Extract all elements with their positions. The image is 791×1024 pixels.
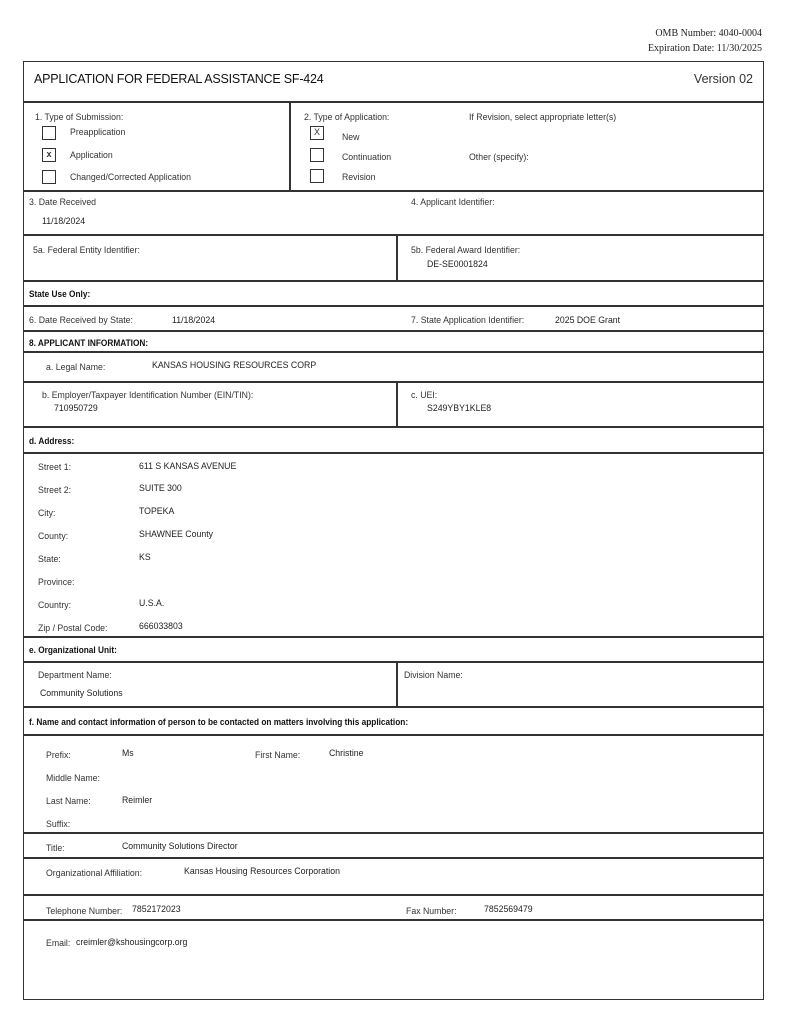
continuation-label: Continuation — [342, 152, 392, 163]
divider — [24, 280, 763, 282]
last-name-label: Last Name: — [46, 796, 91, 807]
last-name-value[interactable]: Reimler — [122, 795, 153, 806]
suffix-label: Suffix: — [46, 819, 71, 830]
divider — [24, 832, 763, 834]
state-value[interactable]: KS — [139, 552, 151, 563]
divider — [24, 706, 763, 708]
omb-info — [648, 26, 762, 56]
divider — [289, 102, 291, 191]
applicant-identifier-label: 4. Applicant Identifier: — [411, 197, 495, 208]
fax-value[interactable]: 7852569479 — [484, 904, 533, 915]
uei-label: c. UEI: — [411, 390, 438, 401]
county-value[interactable]: SHAWNEE County — [139, 529, 213, 540]
title-label: Title: — [46, 843, 65, 854]
sf424-form — [23, 61, 764, 1000]
email-label: Email: — [46, 938, 71, 949]
title-value[interactable]: Community Solutions Director — [122, 841, 238, 852]
email-value[interactable]: creimler@kshousingcorp.org — [76, 937, 188, 948]
divider — [24, 305, 763, 307]
city-label: City: — [38, 508, 56, 519]
date-received-value[interactable]: 11/18/2024 — [42, 216, 86, 227]
federal-award-identifier-label: 5b. Federal Award Identifier: — [411, 245, 521, 256]
country-label: Country: — [38, 600, 72, 611]
zip-label: Zip / Postal Code: — [38, 623, 108, 634]
fax-label: Fax Number: — [406, 906, 457, 917]
organizational-affiliation-label: Organizational Affiliation: — [46, 868, 143, 879]
divider — [24, 636, 763, 638]
applicant-information-heading: 8. APPLICANT INFORMATION: — [29, 338, 149, 348]
divider — [24, 452, 763, 454]
address-heading: d. Address: — [29, 436, 75, 446]
uei-value[interactable]: S249YBY1KLE8 — [427, 403, 492, 414]
division-name-label: Division Name: — [404, 670, 463, 681]
date-received-by-state-value[interactable]: 11/18/2024 — [172, 315, 216, 326]
organizational-unit-heading: e. Organizational Unit: — [29, 645, 117, 655]
state-label: State: — [38, 554, 61, 565]
divider — [24, 426, 763, 428]
form-version: Version 02 — [693, 72, 753, 86]
checkbox-preapplication[interactable] — [42, 126, 56, 140]
divider — [396, 382, 398, 427]
checkbox-revision[interactable] — [310, 169, 324, 183]
contact-heading: f. Name and contact information of person to be contacted on matters involving this application: — [29, 717, 409, 727]
county-label: County: — [38, 531, 69, 542]
divider — [396, 235, 398, 281]
city-value[interactable]: TOPEKA — [139, 506, 175, 517]
street2-value[interactable]: SUITE 300 — [139, 483, 182, 494]
state-application-identifier-value[interactable]: 2025 DOE Grant — [555, 315, 621, 326]
divider — [24, 234, 763, 236]
middle-name-label: Middle Name: — [46, 773, 100, 784]
divider — [24, 190, 763, 192]
department-name-value[interactable]: Community Solutions — [40, 688, 123, 699]
state-use-only-heading: State Use Only: — [29, 289, 91, 299]
checkbox-continuation[interactable] — [310, 148, 324, 162]
checkbox-application[interactable]: x — [42, 148, 56, 162]
department-name-label: Department Name: — [38, 670, 112, 681]
telephone-value[interactable]: 7852172023 — [132, 904, 181, 915]
street2-label: Street 2: — [38, 485, 72, 496]
revision-label: Revision — [342, 172, 376, 183]
submission-type-label: 1. Type of Submission: — [35, 112, 124, 123]
divider — [24, 101, 763, 103]
divider — [24, 330, 763, 332]
expiration-date: Expiration Date: 11/30/2025 — [647, 43, 762, 54]
divider — [24, 734, 763, 736]
other-specify-label: Other (specify): — [469, 152, 529, 163]
checkbox-changed-corrected[interactable] — [42, 170, 56, 184]
telephone-label: Telephone Number: — [46, 906, 123, 917]
federal-entity-identifier-label: 5a. Federal Entity Identifier: — [33, 245, 140, 256]
prefix-label: Prefix: — [46, 750, 71, 761]
divider — [24, 894, 763, 896]
date-received-by-state-label: 6. Date Received by State: — [29, 315, 133, 326]
federal-award-identifier-value[interactable]: DE-SE0001824 — [427, 259, 488, 270]
ein-label: b. Employer/Taxpayer Identification Number (EIN/TIN): — [42, 390, 254, 401]
divider — [24, 919, 763, 921]
first-name-label: First Name: — [255, 750, 301, 761]
application-label: Application — [70, 150, 113, 161]
legal-name-value[interactable]: KANSAS HOUSING RESOURCES CORP — [152, 360, 317, 371]
street1-label: Street 1: — [38, 462, 72, 473]
street1-value[interactable]: 611 S KANSAS AVENUE — [139, 461, 237, 472]
application-type-label: 2. Type of Application: — [304, 112, 390, 123]
legal-name-label: a. Legal Name: — [46, 362, 106, 373]
preapplication-label: Preapplication — [70, 127, 126, 138]
form-title: APPLICATION FOR FEDERAL ASSISTANCE SF-424 — [34, 72, 324, 86]
omb-number: OMB Number: 4040-0004 — [655, 28, 762, 39]
zip-value[interactable]: 666033803 — [139, 621, 183, 632]
ein-value[interactable]: 710950729 — [54, 403, 98, 414]
changed-corrected-label: Changed/Corrected Application — [70, 172, 191, 183]
state-application-identifier-label: 7. State Application Identifier: — [411, 315, 525, 326]
revision-letter-label: If Revision, select appropriate letter(s) — [469, 112, 617, 123]
prefix-value[interactable]: Ms — [122, 748, 134, 759]
country-value[interactable]: U.S.A. — [139, 598, 165, 609]
divider — [24, 381, 763, 383]
divider — [24, 351, 763, 353]
divider — [24, 661, 763, 663]
first-name-value[interactable]: Christine — [329, 748, 364, 759]
divider — [24, 857, 763, 859]
checkbox-new[interactable]: X — [310, 126, 324, 140]
organizational-affiliation-value[interactable]: Kansas Housing Resources Corporation — [184, 866, 340, 877]
province-label: Province: — [38, 577, 75, 588]
new-label: New — [342, 132, 360, 143]
date-received-label: 3. Date Received — [29, 197, 97, 208]
divider — [396, 662, 398, 707]
